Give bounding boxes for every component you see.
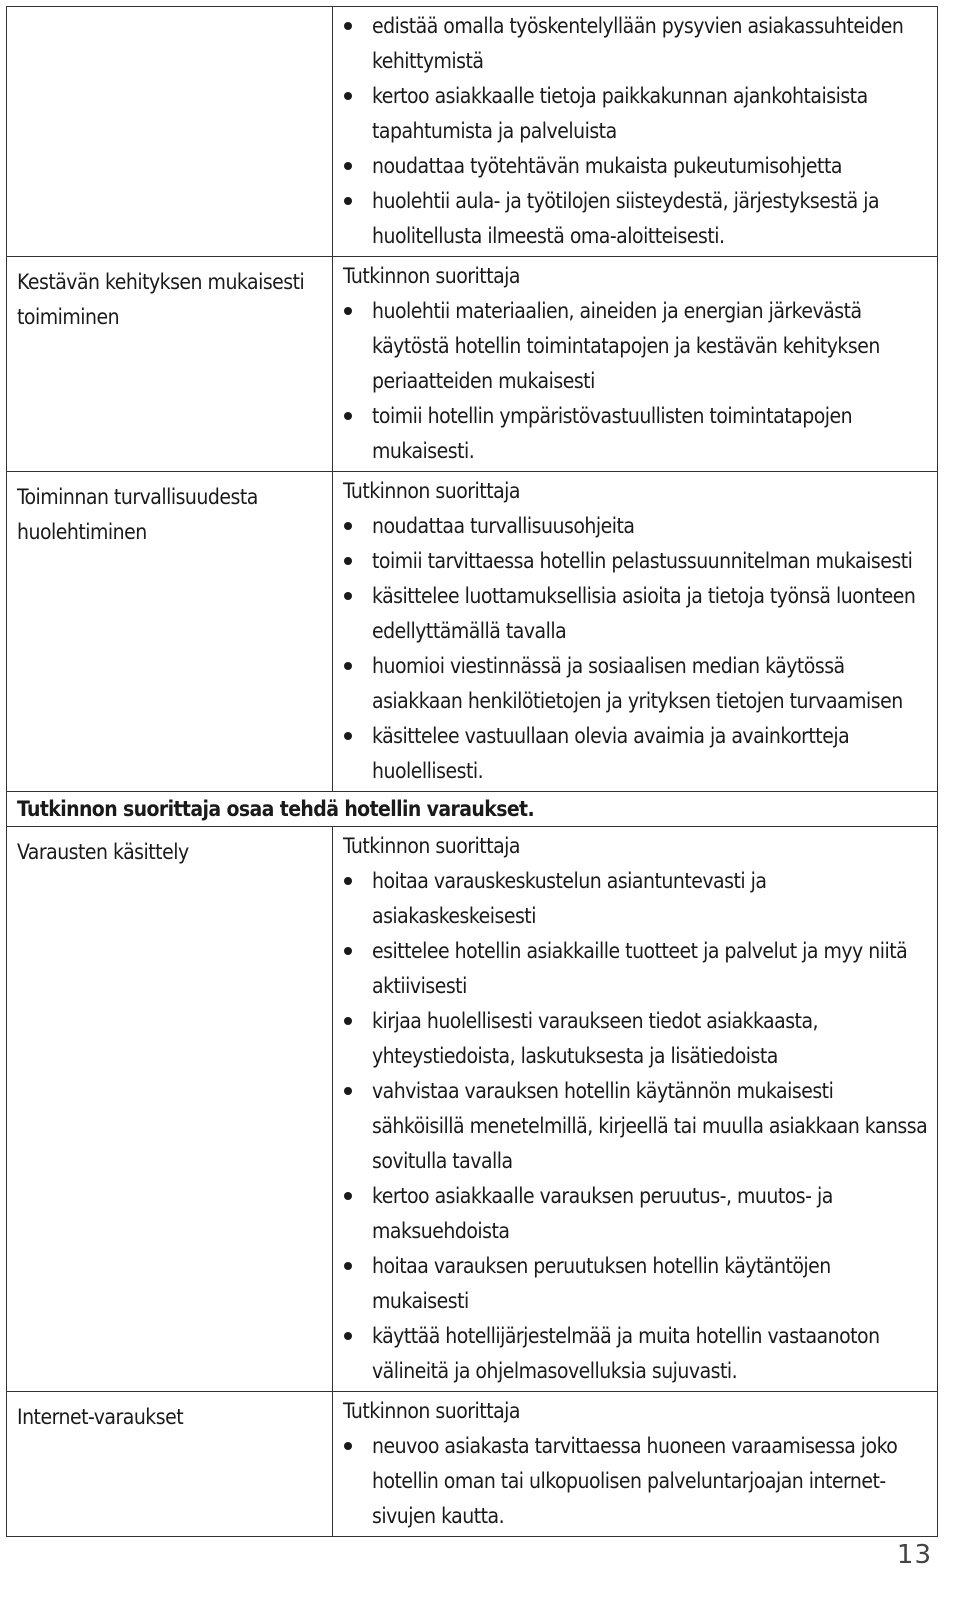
criteria-list-item: huolehtii materiaalien, aineiden ja energian järkevästä käytöstä hotellin toimintatapojen ja kestävän kehityksen periaatteiden mukaisesti xyxy=(343,294,929,399)
criteria-row xyxy=(7,472,938,792)
criteria-list-item: kirjaa huolellisesti varaukseen tiedot asiakkaasta, yhteystiedoista, laskutuksesta ja lisätiedoista xyxy=(343,1004,929,1074)
criteria-cell xyxy=(333,827,938,1392)
criteria-list-item: huolehtii aula- ja työtilojen siisteydestä, järjestyksestä ja huolitellusta ilmeestä oma-aloitteisesti. xyxy=(343,184,929,254)
criteria-list-item: toimii tarvittaessa hotellin pelastussuunnitelman mukaisesti xyxy=(343,544,929,579)
criterion-target-cell xyxy=(7,1392,333,1537)
criteria-list-item: esittelee hotellin asiakkaille tuotteet ja palvelut ja myy niitä aktiivisesti xyxy=(343,934,929,1004)
criteria-list-item: noudattaa työtehtävän mukaista pukeutumisohjetta xyxy=(343,149,929,184)
page-number: 13 xyxy=(896,1540,932,1570)
criteria-list xyxy=(343,1429,929,1534)
criteria-cell xyxy=(333,257,938,472)
criteria-row xyxy=(7,827,938,1392)
criteria-lead: Tutkinnon suorittaja xyxy=(343,264,521,288)
criteria-list-item: käsittelee luottamuksellisia asioita ja tietoja työnsä luonteen edellyttämällä tavalla xyxy=(343,579,929,649)
criteria-table xyxy=(6,6,938,1537)
criterion-target-cell xyxy=(7,257,333,472)
criteria-list-item: neuvoo asiakasta tarvittaessa huoneen varaamisessa joko hotellin oman tai ulkopuolisen palveluntarjoajan internet-sivujen kautta. xyxy=(343,1429,929,1534)
criteria-list-item: käyttää hotellijärjestelmää ja muita hotellin vastaanoton välineitä ja ohjelmasovelluksia sujuvasti. xyxy=(343,1319,929,1389)
criteria-list-item: edistää omalla työskentelyllään pysyvien asiakassuhteiden kehittymistä xyxy=(343,9,929,79)
criteria-list-item: noudattaa turvallisuusohjeita xyxy=(343,509,929,544)
criteria-table-body xyxy=(7,7,938,1537)
criteria-list-item: vahvistaa varauksen hotellin käytännön mukaisesti sähköisillä menetelmillä, kirjeellä tai muulla asiakkaan kanssa sovitulla tavalla xyxy=(343,1074,929,1179)
criteria-lead: Tutkinnon suorittaja xyxy=(343,1399,521,1423)
criteria-list xyxy=(343,509,929,789)
criteria-cell xyxy=(333,1392,938,1537)
criterion-target-title: Internet-varaukset xyxy=(17,1405,184,1429)
criteria-list-item: kertoo asiakkaalle varauksen peruutus-, muutos- ja maksuehdoista xyxy=(343,1179,929,1249)
criterion-target-title: Kestävän kehityksen mukaisesti toimiminen xyxy=(17,270,305,329)
criteria-lead: Tutkinnon suorittaja xyxy=(343,479,521,503)
criterion-target-cell xyxy=(7,827,333,1392)
criteria-list-item: huomioi viestinnässä ja sosiaalisen median käytössä asiakkaan henkilötietojen ja yrityksen tietojen turvaamisen xyxy=(343,649,929,719)
criterion-target-cell xyxy=(7,472,333,792)
criterion-target-cell xyxy=(7,7,333,257)
criteria-cell xyxy=(333,472,938,792)
criteria-list-item: hoitaa varauskeskustelun asiantuntevasti ja asiakaskeskeisesti xyxy=(343,864,929,934)
section-header-row xyxy=(7,792,938,827)
criteria-row xyxy=(7,1392,938,1537)
criteria-list xyxy=(343,9,929,254)
criteria-row xyxy=(7,257,938,472)
section-header: Tutkinnon suorittaja osaa tehdä hotellin varaukset. xyxy=(7,792,938,827)
criteria-list-item: kertoo asiakkaalle tietoja paikkakunnan ajankohtaisista tapahtumista ja palveluista xyxy=(343,79,929,149)
criteria-lead: Tutkinnon suorittaja xyxy=(343,834,521,858)
criteria-list-item: käsittelee vastuullaan olevia avaimia ja avainkortteja huolellisesti. xyxy=(343,719,929,789)
criteria-row xyxy=(7,7,938,257)
criterion-target-title: Varausten käsittely xyxy=(17,840,189,864)
criteria-cell xyxy=(333,7,938,257)
criteria-list xyxy=(343,864,929,1389)
criterion-target-title: Toiminnan turvallisuudesta huolehtiminen xyxy=(17,485,258,544)
criteria-list-item: toimii hotellin ympäristövastuullisten toimintatapojen mukaisesti. xyxy=(343,399,929,469)
criteria-list xyxy=(343,294,929,469)
criteria-list-item: hoitaa varauksen peruutuksen hotellin käytäntöjen mukaisesti xyxy=(343,1249,929,1319)
